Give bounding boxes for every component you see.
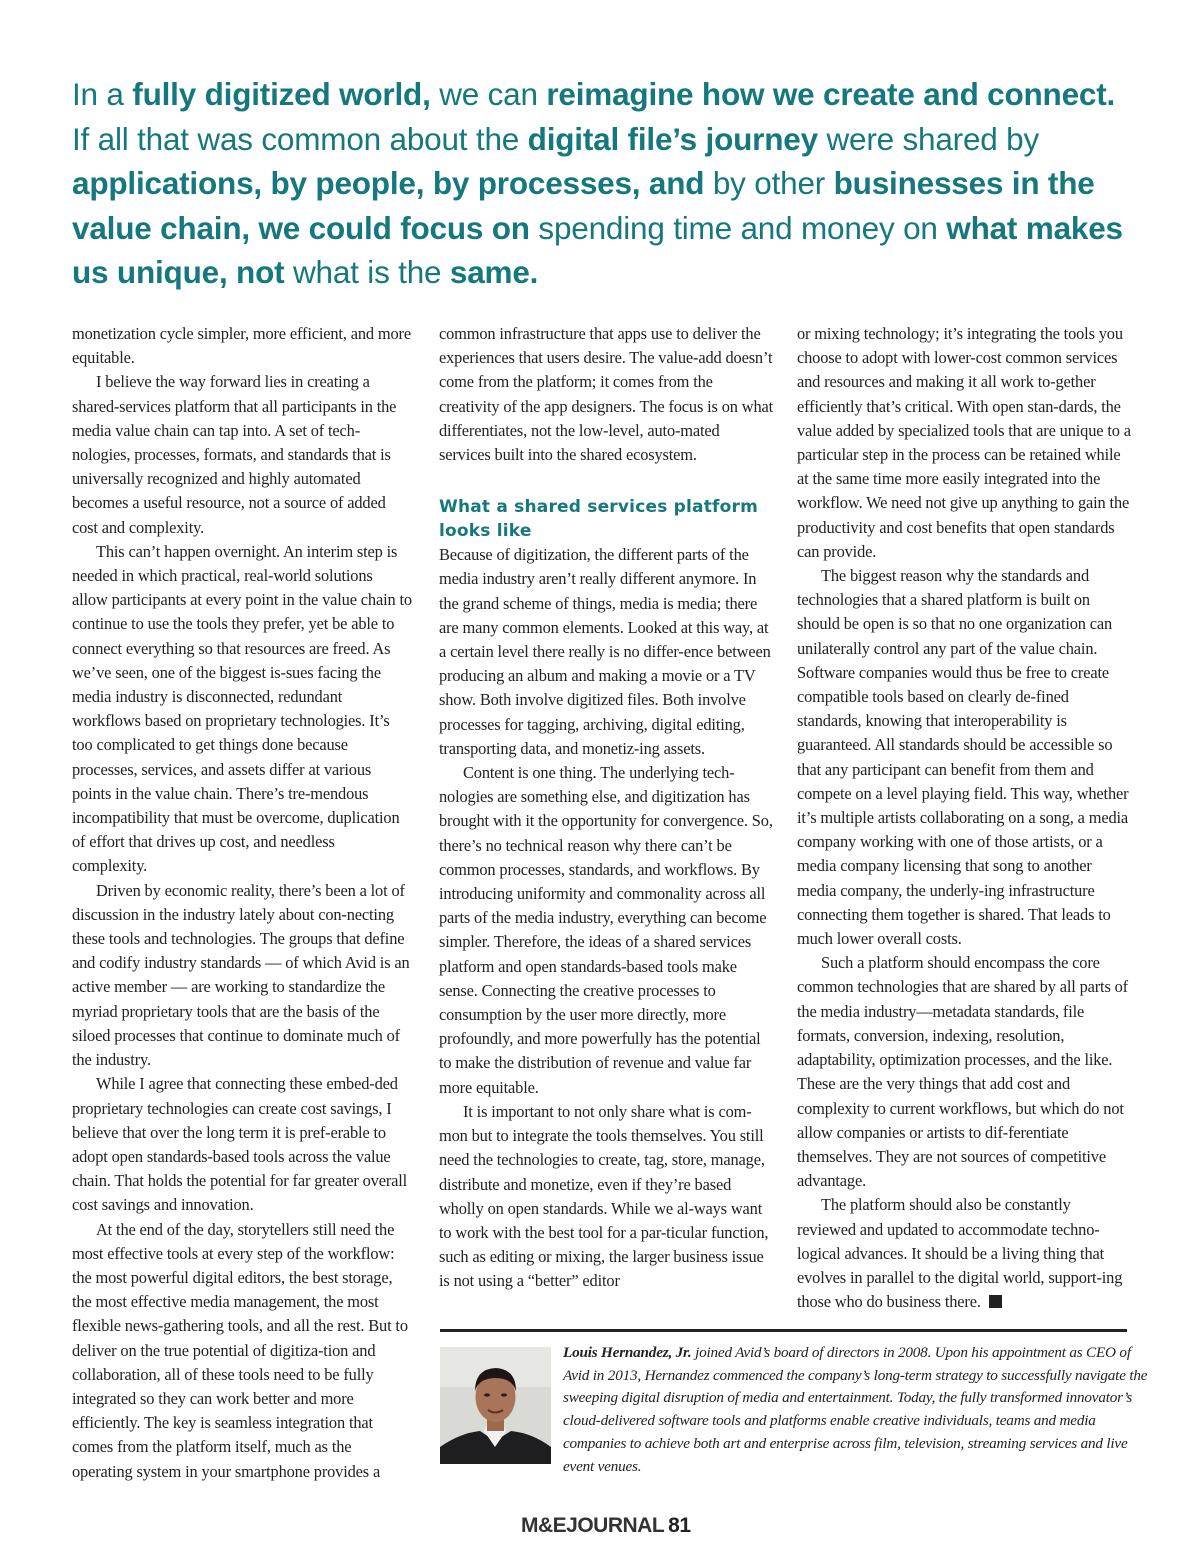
paragraph: It is important to not only share what is com-mon but to integrate the tools themselves. You still need the technologies to create, tag, store, manage, distribute and monetize, even if they’re based wholly on open standards. While we al-ways want to work with the best tool for a par-ticular function, such as editing or mixing, the larger business issue is not using a “better” editor: [439, 1101, 769, 1291]
end-mark-icon: [989, 1295, 1002, 1308]
paragraph: I believe the way forward lies in creating a shared-services platform that all participants in the media value chain can tap into. A set of tech-nologies, processes, formats, and standards that is universally recognized and highly automated becomes a useful resource, not a source of added cost and complexity.: [72, 372, 397, 537]
pullquote-text: If all that was common about the: [72, 120, 528, 157]
pullquote-text: by other: [704, 165, 834, 201]
author-bio-text: joined Avid’s board of directors in 2008. Upon his appointment as CEO of Avid in 2013, Hernandez commenced the company’s long-term strategy to successfully navigate the sweeping digital disruption of media and entertainment. Today, the fully transformed innovator’s cloud-delivered software tools and platforms enable creative individuals, teams and media companies to achieve both art and enterprise across film, television, streaming services and live event venues.: [563, 1344, 1148, 1475]
paragraph: The biggest reason why the standards and technologies that a shared platform is built on should be open is so that no one organization can unilaterally control any part of the value chain. Software companies would thus be free to create compatible tools based on clearly de-fined standards, knowing that interoperability is guaranteed. All standards should be accessible so that any participant can benefit from them and compete on a level playing field. This way, whether it’s multiple artists collaborating on a song, a media company working with one of those artists, or a media company licensing that song to another media company, the underly-ing infrastructure connecting them together is shared. That leads to much lower overall costs.: [797, 566, 1129, 949]
paragraph-last: [797, 1193, 1131, 1314]
paragraph: or mixing technology; it’s integrating the tools you choose to adopt with lower-cost common services and resources and making it all work to-gether efficiently that’s critical. With open stan-dards, the value added by specialized tools that are unique to a particular step in the process can be retained while at the same time more easily integrated into the workflow. We need not give up anything to gain the productivity and cost benefits that open standards can provide.: [797, 324, 1131, 561]
paragraph: At the end of the day, storytellers still need the most effective tools at every step of the workflow: the most powerful digital editors, the best storage, the most effective media management, the most flexible news-gathering tools, and all the rest. But to deliver on the true potential of digitiza-tion and collaboration, all of these tools need to be fully integrated so they can work better and more efficiently. The key is seamless integration that comes from the platform itself, much as the operating system in your smartphone provides a: [72, 1219, 408, 1481]
paragraph: Such a platform should encompass the core common technologies that are shared by all parts of the media industry—metadata standards, file formats, conversion, indexing, resolution, adaptability, optimization processes, and the like. These are the very things that add cost and complexity to current workflows, but which do not allow companies or artists to dif-ferentiate themselves. They are not sources of competitive advantage.: [797, 953, 1128, 1191]
author-portrait-icon: [440, 1347, 551, 1464]
bio-divider: [440, 1329, 1127, 1332]
pullquote-text: we can: [430, 76, 547, 112]
paragraph: monetization cycle simpler, more efficient, and more equitable.: [72, 324, 411, 368]
journal-name: M&EJOURNAL: [521, 1514, 665, 1537]
article-column-1: [72, 322, 412, 1484]
pullquote-text: In a: [72, 76, 133, 112]
author-bio: [563, 1342, 1153, 1478]
paragraph: This can’t happen overnight. An interim step is needed in which practical, real-world solutions allow participants at every point in the value chain to continue to use the tools they prefer, yet be able to connect everything so that resources are freed. As we’ve seen, one of the biggest is-sues facing the media industry is disconnected, redundant workflows based on proprietary technologies. It’s too complicated to get things done because processes, services, and assets differ at various points in the value chain. There’s tre-mendous incompatibility that must be overcome, duplication of effort that drives up cost, and needless complexity.: [72, 541, 412, 876]
page-number: 81: [668, 1514, 691, 1537]
pull-quote: [72, 72, 1132, 295]
paragraph: Because of digitization, the different parts of the media industry aren’t really different anymore. In the grand scheme of things, media is media; there are many common elements. Looked at this way, at a certain level there really is no differ-ence between producing an album and making a movie or a TV show. Both involve digitized files. Both involve processes for tagging, archiving, digital editing, transporting data, and monetiz-ing assets.: [439, 545, 771, 758]
pullquote-text: what is the: [284, 254, 450, 290]
paragraph-text: The platform should also be constantly reviewed and updated to accommodate techno-logical advances. It should be a living thing that evolves in parallel to the digital world, support-ing those who do business there.: [797, 1195, 1123, 1312]
paragraph: common infrastructure that apps use to deliver the experiences that users desire. The value-add doesn’t come from the platform; it comes from the creativity of the app designers. The focus is on what differentiates, not the low-level, auto-mated services built into the shared ecosystem.: [439, 324, 774, 465]
pullquote-bold: businesses in the value chain, we could focus on: [72, 165, 1095, 246]
page-footer: [521, 1514, 691, 1538]
section-subhead: What a shared services platform looks like: [439, 497, 759, 542]
pullquote-bold: what makes us unique, not: [72, 209, 1123, 290]
pullquote-bold: same.: [449, 254, 539, 290]
pullquote-text: spending time and money on: [529, 209, 947, 246]
author-photo: [440, 1347, 551, 1464]
paragraph: Content is one thing. The underlying tech-nologies are something else, and digitization has brought with it the opportunity for convergence. So, there’s no technical reason why there can’t be common processes, standards, and workflows. By introducing uniformity and commonality across all parts of the media industry, everything can become simpler. Therefore, the ideas of a shared services platform and open standards-based tools make sense. Connecting the creative processes to consumption by the user more directly, more profoundly, and more powerfully has the potential to make the distribution of revenue and value far more equitable.: [439, 763, 773, 1097]
article-column-3: [797, 322, 1131, 1314]
pullquote-bold: applications, by people, by processes, and: [72, 165, 705, 201]
paragraph: While I agree that connecting these embed-ded proprietary technologies can create cost savings, I believe that over the long term it is pref-erable to adopt open standards-based tools across the value chain. That holds the potential for far greater overall cost savings and innovation.: [72, 1074, 408, 1215]
pullquote-bold: reimagine how we create and connect.: [546, 76, 1116, 112]
pullquote-text: were shared by: [817, 120, 1040, 157]
author-name: Louis Hernandez, Jr.: [563, 1344, 692, 1361]
pullquote-bold: fully digitized world,: [132, 76, 431, 112]
pullquote-bold: digital file’s journey: [527, 120, 818, 157]
paragraph: Driven by economic reality, there’s been a lot of discussion in the industry lately about con-necting these tools and technologies. The groups that define and codify industry standards — of which Avid is an active member — are working to standardize the myriad proprietary tools that are the basis of the siloed processes that continue to dominate much of the industry.: [72, 880, 410, 1070]
article-column-2: [439, 322, 774, 1294]
